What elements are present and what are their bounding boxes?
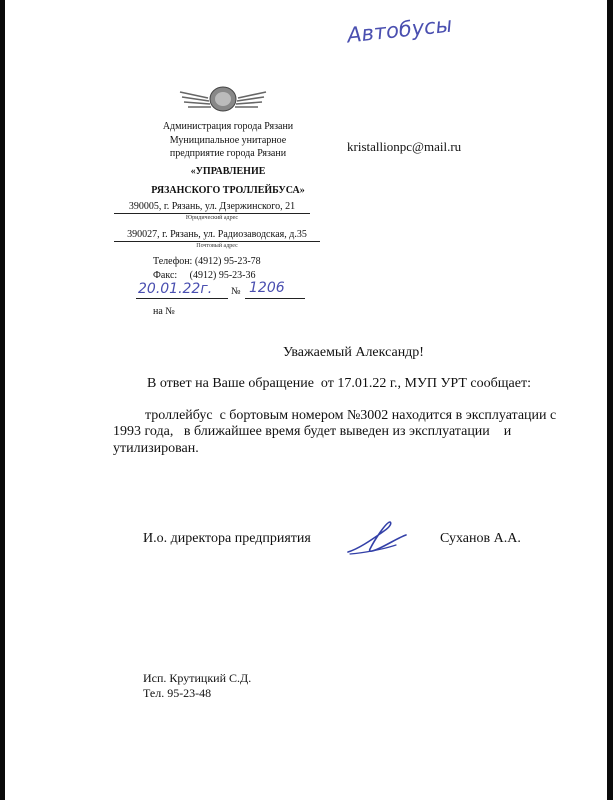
body-paragraph-2-line-3: утилизирован. (113, 441, 199, 456)
org-name-line1: «УПРАВЛЕНИЕ (190, 166, 266, 177)
body-paragraph-2-line-2: 1993 года, в ближайшее время будет выведен из эксплуатации и (113, 424, 512, 439)
postal-address-rule (114, 241, 320, 242)
greeting: Уважаемый Александр! (283, 345, 424, 360)
legal-address-caption: Юридический адрес (185, 215, 239, 221)
outgoing-date-handwritten: 20.01.22г. (138, 281, 213, 297)
body-paragraph-2-line-1: троллейбус с бортовым номером №3002 находится в эксплуатации с (145, 408, 557, 423)
reply-to-number: на № (153, 306, 175, 317)
phone: Телефон: (4912) 95-23-78 (153, 256, 261, 267)
handwritten-note: Автобусы (346, 12, 454, 48)
legal-address: 390005, г. Рязань, ул. Дзержинского, 21 (128, 201, 296, 212)
signatory-name: Суханов А.А. (440, 531, 521, 546)
trolleybus-emblem-icon (178, 84, 268, 114)
scan-edge-right (607, 0, 613, 800)
scan-edge-left (0, 0, 5, 800)
outgoing-number-handwritten: 1206 (249, 280, 285, 296)
legal-address-rule (114, 213, 310, 214)
signatory-title: И.о. директора предприятия (143, 531, 311, 546)
date-rule (136, 298, 228, 299)
body-paragraph-1: В ответ на Ваше обращение от 17.01.22 г., МУП УРТ сообщает: (147, 376, 531, 391)
executor-phone: Тел. 95-23-48 (143, 686, 212, 700)
executor-name: Исп. Крутицкий С.Д. (143, 671, 252, 685)
letterhead-line3: предприятие города Рязани (169, 148, 287, 159)
letterhead-line1: Администрация города Рязани (162, 121, 294, 132)
org-name-line2: РЯЗАНСКОГО ТРОЛЛЕЙБУСА» (151, 185, 305, 196)
signature-image (344, 519, 410, 557)
fax: Факс: (4912) 95-23-36 (153, 270, 256, 281)
postal-address: 390027, г. Рязань, ул. Радиозаводская, д.35 (127, 229, 307, 240)
number-rule (245, 298, 305, 299)
number-label: № (231, 286, 241, 297)
postal-address-caption: Почтовый адрес (196, 243, 238, 249)
recipient-email: kristallionpc@mail.ru (347, 139, 462, 154)
letterhead-line2: Муниципальное унитарное (169, 135, 287, 146)
